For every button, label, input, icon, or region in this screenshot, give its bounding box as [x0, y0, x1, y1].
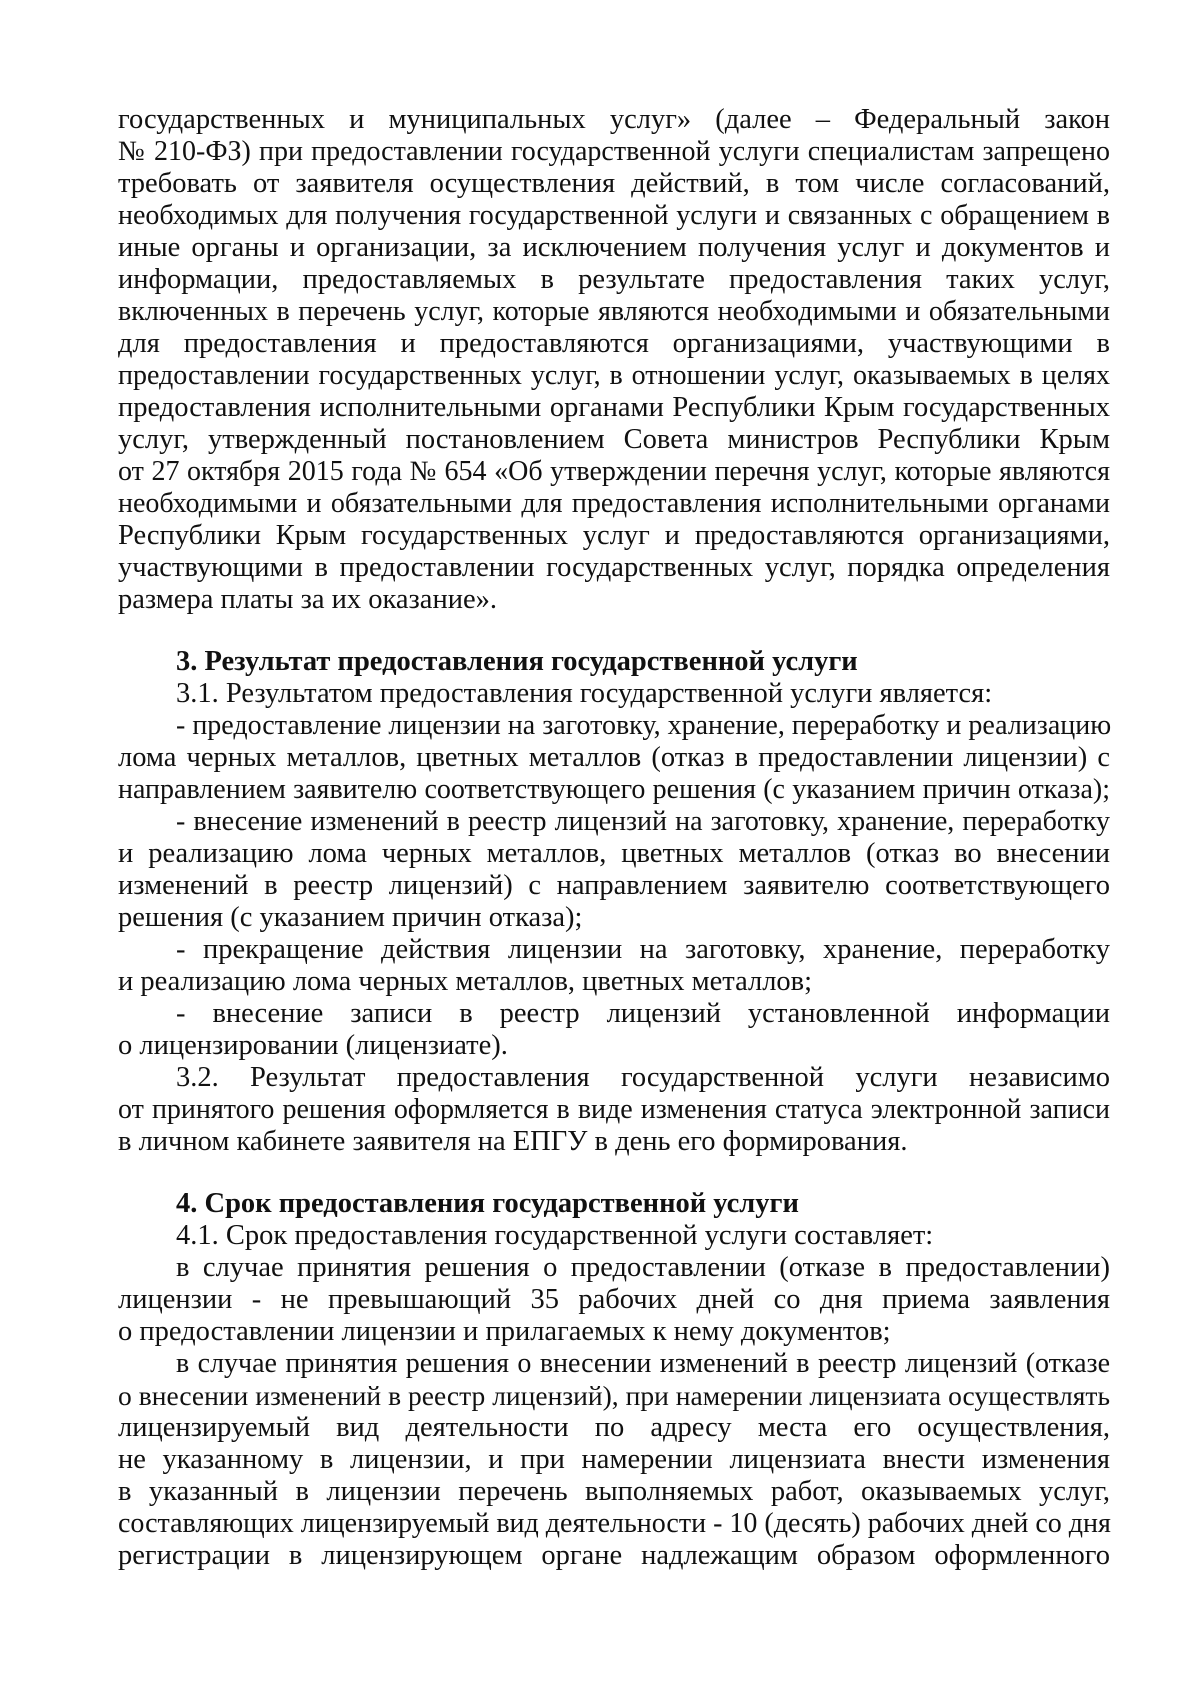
body-line: от 27 октября 2015 года № 654 «Об утверждении перечня услуг, которые являются	[118, 456, 1110, 487]
body-line: в личном кабинете заявителя на ЕПГУ в день его формирования.	[118, 1126, 908, 1157]
body-line: включенных в перечень услуг, которые являются необходимыми и обязательными	[118, 296, 1110, 327]
body-line: не указанному в лицензии, и при намерении лицензиата внести изменения	[118, 1444, 1110, 1475]
body-line: 3.1. Результатом предоставления государственной услуги является:	[176, 678, 993, 709]
body-line: информации, предоставляемых в результате предоставления таких услуг,	[118, 264, 1110, 295]
body-line: № 210-ФЗ) при предоставлении государственной услуги специалистам запрещено	[118, 136, 1110, 167]
body-line: Республики Крым государственных услуг и предоставляются организациями,	[118, 520, 1110, 551]
body-line: регистрации в лицензирующем органе надлежащим образом оформленного	[118, 1540, 1110, 1571]
list-item: - внесение записи в реестр лицензий установленной информации	[176, 998, 1110, 1029]
body-line: требовать от заявителя осуществления действий, в том числе согласований,	[118, 168, 1110, 199]
body-line: составляющих лицензируемый вид деятельности - 10 (десять) рабочих дней со дня	[118, 1508, 1111, 1539]
section-heading: 4. Срок предоставления государственной услуги	[176, 1188, 799, 1219]
body-line: необходимыми и обязательными для предоставления исполнительными органами	[118, 488, 1110, 519]
list-item: - прекращение действия лицензии на заготовку, хранение, переработку	[176, 934, 1110, 965]
body-line: предоставления исполнительными органами Республики Крым государственных	[118, 392, 1110, 423]
body-line: и реализацию лома черных металлов, цветных металлов;	[118, 966, 813, 997]
body-line: и реализацию лома черных металлов, цветных металлов (отказ во внесении	[118, 838, 1110, 869]
body-line: о внесении изменений в реестр лицензий), при намерении лицензиата осуществлять	[118, 1380, 1110, 1411]
body-line: для предоставления и предоставляются организациями, участвующими в	[118, 328, 1110, 359]
body-line: направлением заявителю соответствующего решения (с указанием причин отказа);	[118, 774, 1110, 805]
body-line: участвующими в предоставлении государственных услуг, порядка определения	[118, 552, 1110, 583]
body-line: размера платы за их оказание».	[118, 584, 497, 615]
body-line: о предоставлении лицензии и прилагаемых к нему документов;	[118, 1316, 891, 1347]
body-line: необходимых для получения государственной услуги и связанных с обращением в	[118, 200, 1110, 231]
body-line: решения (с указанием причин отказа);	[118, 902, 583, 933]
body-line: иные органы и организации, за исключением получения услуг и документов и	[118, 232, 1110, 263]
body-line: 3.2. Результат предоставления государственной услуги независимо	[176, 1062, 1110, 1093]
section-heading: 3. Результат предоставления государственной услуги	[176, 646, 858, 677]
body-line: в указанный в лицензии перечень выполняемых работ, оказываемых услуг,	[118, 1476, 1110, 1507]
body-line: изменений в реестр лицензий) с направлением заявителю соответствующего	[118, 870, 1110, 901]
body-line: о лицензировании (лицензиате).	[118, 1030, 508, 1061]
body-line: лома черных металлов, цветных металлов (отказ в предоставлении лицензии) с	[118, 742, 1110, 773]
body-line: услуг, утвержденный постановлением Совета министров Республики Крым	[118, 424, 1110, 455]
body-line: предоставлении государственных услуг, в отношении услуг, оказываемых в целях	[118, 360, 1110, 391]
body-line: 4.1. Срок предоставления государственной услуги составляет:	[176, 1220, 934, 1251]
list-item: - предоставление лицензии на заготовку, хранение, переработку и реализацию	[176, 710, 1112, 741]
body-line: от принятого решения оформляется в виде изменения статуса электронной записи	[118, 1094, 1110, 1125]
body-line: в случае принятия решения о внесении изменений в реестр лицензий (отказе	[176, 1348, 1110, 1379]
body-line: лицензии - не превышающий 35 рабочих дней со дня приема заявления	[118, 1284, 1110, 1315]
body-line: лицензируемый вид деятельности по адресу места его осуществления,	[118, 1412, 1110, 1443]
body-line: государственных и муниципальных услуг» (далее – Федеральный закон	[118, 104, 1110, 135]
list-item: - внесение изменений в реестр лицензий на заготовку, хранение, переработку	[176, 806, 1110, 837]
body-line: в случае принятия решения о предоставлении (отказе в предоставлении)	[176, 1252, 1110, 1283]
